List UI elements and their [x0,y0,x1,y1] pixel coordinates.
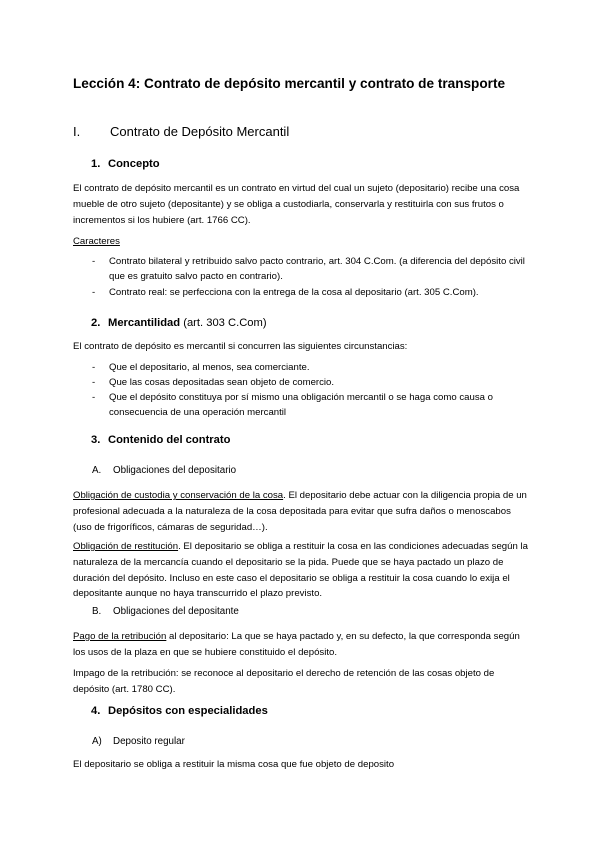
list-item-text: Contrato real: se perfecciona con la entrega de la cosa al depositario (art. 305 C.Com). [109,287,479,298]
subheading-letter: A) [92,736,102,747]
subheading-label: Obligaciones del depositante [113,606,239,617]
custodia-label: Obligación de custodia y conservación de la cosa [73,490,284,501]
subheading-letter: B. [92,606,102,617]
page-title: Lección 4: Contrato de depósito mercantil y contrato de transporte [73,76,506,91]
list-item [92,375,539,390]
heading-label: Concepto [108,158,160,170]
heading-reference: (art. 303 C.Com) [183,317,267,329]
list-item [92,360,539,375]
pago-label: Pago de la retribución [73,631,167,642]
subheading-letter: A. [92,465,102,476]
bullet-dash: - [92,256,96,267]
paragraph-concepto: El contrato de depósito mercantil es un contrato en virtud del cual un sujeto (depositario) recibe una cosa mueble de otro sujeto (depositante) y se obliga a custodiarla, conservarla y restituirla con sus frutos o incrementos si los hubiere (art. 1766 CC). [73,183,520,226]
subheading-depositante [92,606,239,617]
heading-number: 1. [91,158,101,170]
heading-number: 4. [91,705,101,717]
list-item [92,285,539,300]
paragraph-restitucion [73,539,531,602]
caracteres-label: Caracteres [73,236,120,247]
heading-label: Contenido del contrato [108,434,231,446]
pago-text: al depositario: La que se haya pactado y, en su defecto, la que corresponda según los usos de la plaza en que se hubiere constituido el depósito. [73,631,520,658]
paragraph-deposito-regular: El depositario se obliga a restituir la misma cosa que fue objeto de deposito [73,759,395,770]
bullet-dash: - [92,392,96,403]
paragraph-pago [73,629,531,661]
bullet-dash: - [92,287,96,298]
restitucion-label: Obligación de restitución [73,541,179,552]
subheading-label: Deposito regular [113,736,185,747]
list-item-text: Que el depósito constituya por sí mismo una obligación mercantil o se haga como causa o consecuencia de una operación mercantil [109,392,493,419]
section-label: Contrato de Depósito Mercantil [110,124,290,139]
restitucion-text: . El depositario se obliga a restituir la cosa en las condiciones adecuadas según la naturaleza de la mercancía cuando el depositario se la pida. Puede que se haya pactado un plazo de duración del depósito. Incluso en este caso el depositario se obliga a restituir la cosa cuando lo exija el depositante aunque no haya transcurrido el plazo previsto. [73,541,528,600]
heading-mercantilidad [91,317,267,329]
paragraph-mercantilidad: El contrato de depósito es mercantil si concurren las siguientes circunstancias: [73,341,408,352]
list-item [92,254,539,285]
heading-label: Depósitos con especialidades [108,705,268,717]
heading-especialidades [91,705,268,717]
heading-concepto [91,158,160,170]
heading-number: 3. [91,434,101,446]
section-heading [73,124,289,139]
bullet-dash: - [92,362,96,373]
subheading-depositario [92,465,236,476]
subheading-label: Obligaciones del depositario [113,465,237,476]
list-item-text: Que el depositario, al menos, sea comerciante. [109,362,310,373]
paragraph-custodia [73,488,531,535]
list-item [92,390,539,421]
subheading-deposito-regular [92,736,185,747]
custodia-text: . El depositario debe actuar con la diligencia propia de un profesional adecuada a la naturaleza de la cosa depositada para evitar que sufra daños o menoscabos (uso de frigoríficos, cámaras de seguridad…). [73,490,527,533]
list-item-text: Que las cosas depositadas sean objeto de comercio. [109,377,335,388]
paragraph-impago: Impago de la retribución: se reconoce al depositario el derecho de retención de las cosas objeto de depósito (art. 1780 CC). [73,668,495,695]
heading-label: Mercantilidad [108,317,181,329]
bullet-dash: - [92,377,96,388]
list-item-text: Contrato bilateral y retribuido salvo pacto contrario, art. 304 C.Com. (a diferencia del depósito civil que es gratuito salvo pacto en contrario). [109,256,525,283]
heading-number: 2. [91,317,101,329]
section-number: I. [73,124,81,139]
heading-contenido [91,434,230,446]
